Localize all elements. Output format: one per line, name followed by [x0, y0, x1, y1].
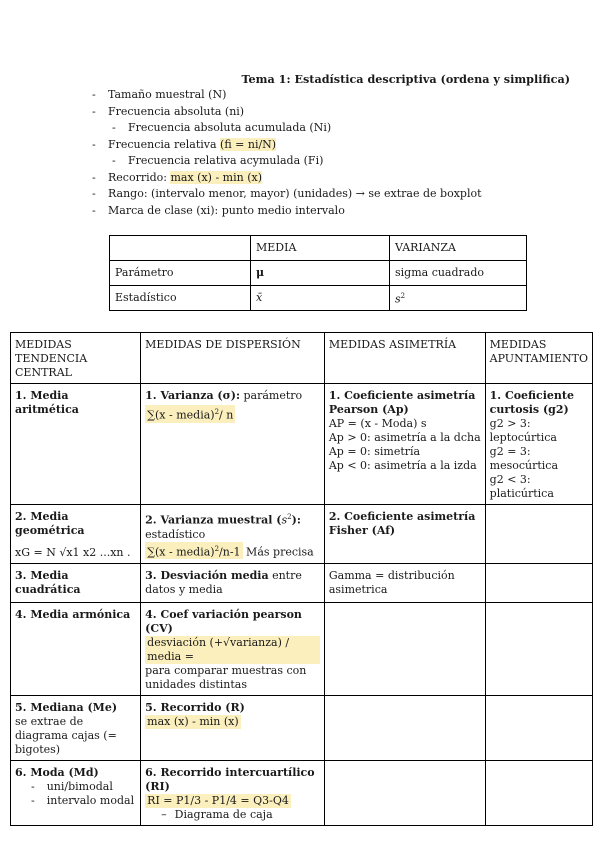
list-item: - Frecuencia absoluta acumulada (Ni) — [112, 121, 332, 134]
table-header: MEDIDAS TENDENCIA CENTRAL — [11, 333, 141, 384]
list-item: - Recorrido: max (x) - min (x) — [92, 170, 262, 184]
table-cell: MEDIA — [251, 236, 390, 261]
table-cell: 4. Coef variación pearson (CV) desviación (+√varianza) / media = para comparar muestras con unidades distintas — [141, 603, 325, 696]
definitions-list — [92, 87, 552, 219]
table-cell: 3. Desviación media entre datos y media — [141, 564, 325, 603]
table-cell: 1. Media aritmética — [11, 384, 141, 505]
table-header: MEDIDAS APUNTAMIENTO — [485, 333, 592, 384]
list-item: - Frecuencia relativa (fi = ni/N) — [92, 137, 277, 151]
table-cell: 1. Coeficiente curtosis (g2) g2 > 3: leptocúrtica g2 = 3: mesocúrtica g2 < 3: platicúrtica — [485, 384, 592, 505]
page-title: Tema 1: Estadística descriptiva (ordena y simplifica) — [241, 72, 570, 86]
list-item: – Diagrama de caja — [161, 808, 320, 822]
table-cell: 5. Recorrido (R) max (x) - min (x) — [141, 696, 325, 761]
table-cell: 2. Varianza muestral $(s^2)$: estadístico ∑(x - media)$^2$/n-1 Más precisa — [141, 505, 325, 564]
table-cell — [324, 761, 485, 826]
table-cell: 2. Coeficiente asimetría Fisher (Af) — [324, 505, 485, 564]
table-cell — [324, 696, 485, 761]
table-cell: 6. Moda (Md) - uni/bimodal - intervalo modal — [11, 761, 141, 826]
table-cell — [485, 603, 592, 696]
table-cell: VARIANZA — [390, 236, 527, 261]
table-cell: Estadístico — [110, 286, 251, 311]
table-cell: 5. Mediana (Me) se extrae de diagrama cajas (= bigotes) — [11, 696, 141, 761]
list-item: - Rango: (intervalo menor, mayor) (unidades) → se extrae de boxplot — [92, 187, 482, 200]
table-cell: $s^2$ — [390, 286, 527, 311]
table-cell: 4. Media armónica — [11, 603, 141, 696]
table-cell — [324, 603, 485, 696]
table-cell: 1. Coeficiente asimetría Pearson (Ap) AP = (x - Moda) s Ap > 0: asimetría a la dcha Ap = 0: simetría Ap < 0: asimetría a la izda — [324, 384, 485, 505]
list-item: - Frecuencia absoluta (ni) — [92, 104, 245, 118]
table-cell — [110, 236, 251, 261]
parameter-table — [109, 235, 527, 311]
list-item: - Marca de clase (xi): punto medio intervalo — [92, 203, 345, 217]
table-cell: 3. Media cuadrática — [11, 564, 141, 603]
table-cell: 1. Varianza (σ): parámetro ∑(x - media)$^2$/ n — [141, 384, 325, 505]
table-cell: μ — [251, 261, 390, 286]
table-cell — [485, 696, 592, 761]
list-item: - uni/bimodal — [31, 780, 136, 794]
table-cell — [485, 505, 592, 564]
list-item: - Tamaño muestral (N) — [92, 88, 227, 101]
list-item: - intervalo modal — [31, 794, 136, 808]
measures-table — [10, 332, 593, 826]
table-cell — [485, 564, 592, 603]
table-cell: 6. Recorrido intercuartílico (RI) RI = P1/3 - P1/4 = Q3-Q4 – Diagrama de caja — [141, 761, 325, 826]
table-cell — [485, 761, 592, 826]
table-header: MEDIDAS ASIMETRÍA — [324, 333, 485, 384]
table-cell: x̄ — [251, 286, 390, 311]
table-cell: 2. Media geométrica xG = N √x1 x2 ...xn . — [11, 505, 141, 564]
list-item: - Frecuencia relativa acymulada (Fi) — [112, 154, 324, 167]
table-cell: Gamma = distribución asimetrica — [324, 564, 485, 603]
table-header: MEDIDAS DE DISPERSIÓN — [141, 333, 325, 384]
table-cell: Parámetro — [110, 261, 251, 286]
table-cell: sigma cuadrado — [390, 261, 527, 286]
